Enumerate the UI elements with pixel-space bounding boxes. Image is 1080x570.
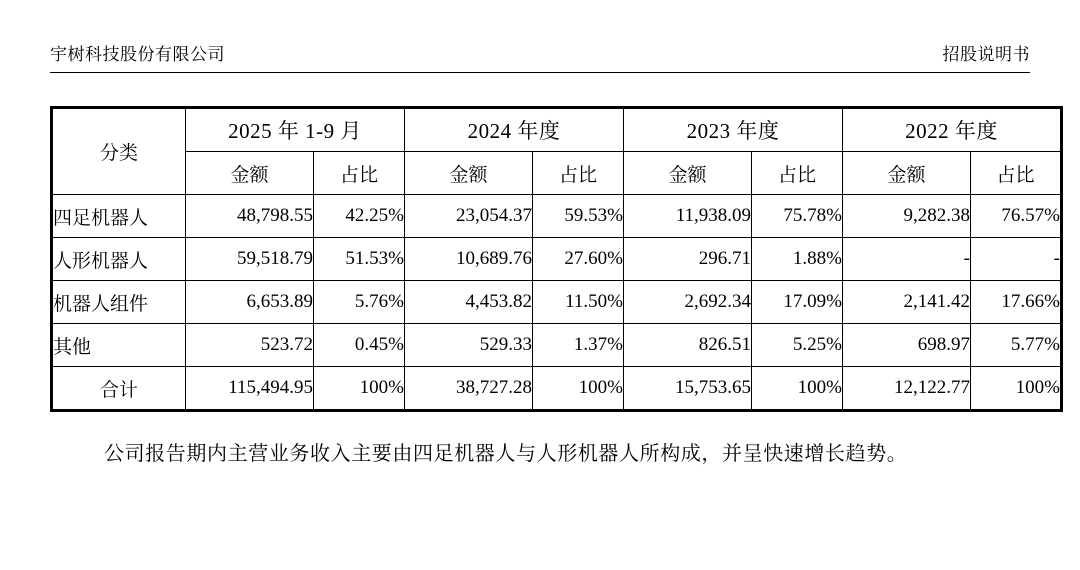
header-document-type: 招股说明书 xyxy=(942,45,1030,64)
total-cell-value: 100% xyxy=(971,367,1062,411)
table-row xyxy=(52,324,1062,367)
header-category: 分类 xyxy=(52,108,186,195)
cell-value: 23,054.37 xyxy=(405,195,533,238)
cell-value: 51.53% xyxy=(314,238,405,281)
cell-value: - xyxy=(843,238,971,281)
cell-value: 10,689.76 xyxy=(405,238,533,281)
cell-value: 296.71 xyxy=(624,238,752,281)
table-header-row-periods xyxy=(52,108,1062,152)
cell-value: 17.09% xyxy=(752,281,843,324)
table-header xyxy=(52,108,1062,195)
cell-value: 75.78% xyxy=(752,195,843,238)
header-percent-1: 占比 xyxy=(533,152,624,195)
header-percent-3: 占比 xyxy=(971,152,1062,195)
total-cell-value: 115,494.95 xyxy=(186,367,314,411)
header-percent-2: 占比 xyxy=(752,152,843,195)
cell-value: 59.53% xyxy=(533,195,624,238)
cell-value: 48,798.55 xyxy=(186,195,314,238)
table-row xyxy=(52,281,1062,324)
cell-value: 5.77% xyxy=(971,324,1062,367)
cell-value: 42.25% xyxy=(314,195,405,238)
cell-value: - xyxy=(971,238,1062,281)
total-cell-value: 100% xyxy=(533,367,624,411)
cell-value: 0.45% xyxy=(314,324,405,367)
cell-value: 11,938.09 xyxy=(624,195,752,238)
total-cell-value: 100% xyxy=(314,367,405,411)
cell-value: 6,653.89 xyxy=(186,281,314,324)
body-paragraph xyxy=(50,434,1030,474)
cell-value: 5.25% xyxy=(752,324,843,367)
row-label: 机器人组件 xyxy=(52,281,186,324)
cell-value: 523.72 xyxy=(186,324,314,367)
cell-value: 1.88% xyxy=(752,238,843,281)
table-row xyxy=(52,238,1062,281)
cell-value: 59,518.79 xyxy=(186,238,314,281)
header-amount-2: 金额 xyxy=(624,152,752,195)
header-period-3: 2022 年度 xyxy=(843,108,1062,152)
cell-value: 2,692.34 xyxy=(624,281,752,324)
cell-value: 17.66% xyxy=(971,281,1062,324)
cell-value: 1.37% xyxy=(533,324,624,367)
paragraph-text: 公司报告期内主营业务收入主要由四足机器人与人形机器人所构成，并呈快速增长趋势。 xyxy=(104,443,908,465)
table-body xyxy=(52,195,1062,411)
header-amount-0: 金额 xyxy=(186,152,314,195)
cell-value: 27.60% xyxy=(533,238,624,281)
cell-value: 9,282.38 xyxy=(843,195,971,238)
cell-value: 11.50% xyxy=(533,281,624,324)
cell-value: 529.33 xyxy=(405,324,533,367)
table-row xyxy=(52,195,1062,238)
revenue-breakdown-table-wrapper xyxy=(50,106,1060,412)
header-amount-1: 金额 xyxy=(405,152,533,195)
row-label: 其他 xyxy=(52,324,186,367)
header-period-2: 2023 年度 xyxy=(624,108,843,152)
header-percent-0: 占比 xyxy=(314,152,405,195)
total-cell-value: 100% xyxy=(752,367,843,411)
cell-value: 5.76% xyxy=(314,281,405,324)
total-cell-value: 15,753.65 xyxy=(624,367,752,411)
total-cell-value: 38,727.28 xyxy=(405,367,533,411)
total-row-label: 合计 xyxy=(52,367,186,411)
cell-value: 4,453.82 xyxy=(405,281,533,324)
header-period-1: 2024 年度 xyxy=(405,108,624,152)
cell-value: 2,141.42 xyxy=(843,281,971,324)
total-cell-value: 12,122.77 xyxy=(843,367,971,411)
header-company-name: 宇树科技股份有限公司 xyxy=(50,45,225,64)
row-label: 人形机器人 xyxy=(52,238,186,281)
table-header-row-measures xyxy=(52,152,1062,195)
table-total-row xyxy=(52,367,1062,411)
row-label: 四足机器人 xyxy=(52,195,186,238)
running-header xyxy=(50,0,1030,73)
revenue-breakdown-table xyxy=(50,106,1063,412)
header-amount-3: 金额 xyxy=(843,152,971,195)
header-period-0: 2025 年 1-9 月 xyxy=(186,108,405,152)
cell-value: 76.57% xyxy=(971,195,1062,238)
cell-value: 826.51 xyxy=(624,324,752,367)
cell-value: 698.97 xyxy=(843,324,971,367)
